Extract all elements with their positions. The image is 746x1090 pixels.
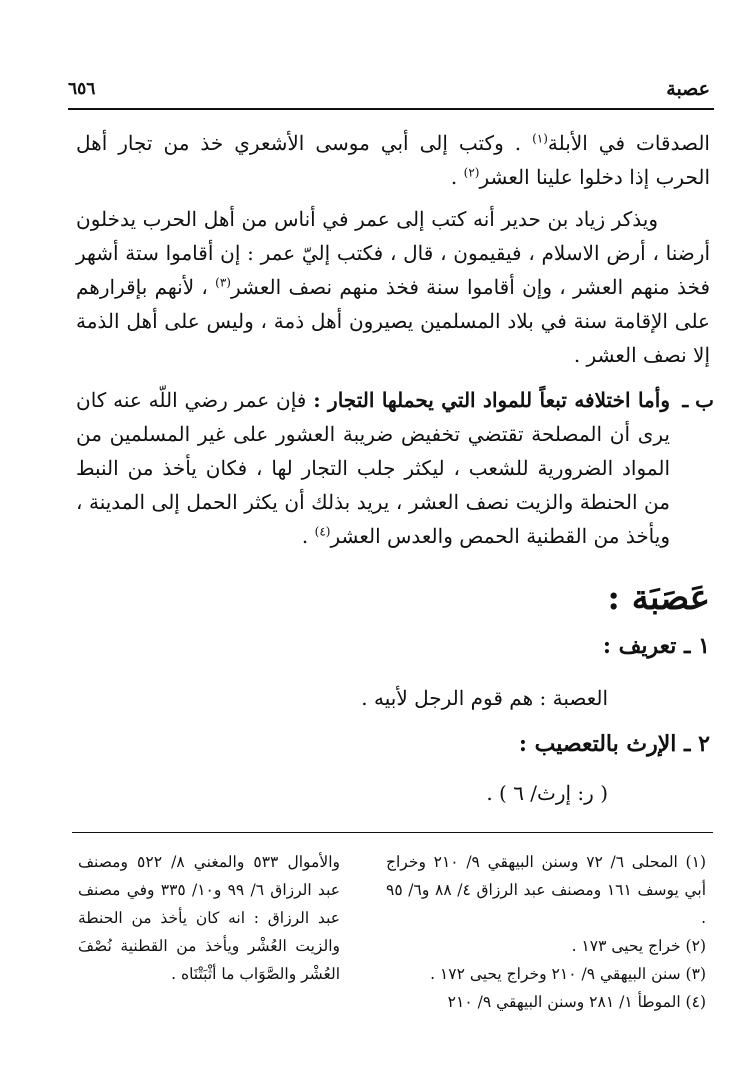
section-heading-definition: ١ ـ تعريف : (602, 633, 710, 659)
footnote-ref-4[interactable]: (٤) (314, 524, 331, 539)
paragraph-3-text-b: . (301, 524, 315, 548)
footnote-3: (٣) سنن البيهقي ٩/ ٢١٠ وخراج يحيى ١٧٢ . (430, 965, 706, 983)
section-heading-inheritance: ٢ ـ الإرث بالتعصيب : (518, 731, 710, 757)
definition-text: العصبة : هم قوم الرجل لأبيه . (361, 686, 608, 710)
footnote-ref-2[interactable]: (٢) (463, 165, 480, 180)
paragraph-3 (76, 383, 714, 553)
paragraph-2 (76, 202, 710, 372)
paragraph-3-lead: وأما اختلافه تبعاً للمواد التي يحملها التجار : (313, 388, 670, 412)
header-divider (68, 108, 714, 110)
paragraph-3-text-a: فإن عمر رضي اللّه عنه كان يرى أن المصلحة تقتضي تخفيض ضريبة العشور على غير المسلمين من المواد الضرورية للشعب ، ليكثر جلب التجار لها ، فكان يأخذ من النبط من الحنطة والزيت نصف العشر ، يريد بذلك أن يكثر الحمل إلى المدينة ، ويأخذ من القطنية الحمص والعدس العشر (76, 388, 670, 548)
page-number: ٦٥٦ (68, 79, 96, 99)
entry-heading: عَصَبَة : (607, 578, 710, 618)
footnote-2: (٢) خراج يحيى ١٧٣ . (571, 937, 706, 955)
footnotes-left-column: والأموال ٥٣٣ والمغني ٨/ ٥٢٢ ومصنف عبد الرزاق ٦/ ٩٩ و١٠/ ٣٣٥ وفي مصنف عبد الرزاق : انه كان يأخذ من الحنطة والزيت العُشْر ويأخذ من القطنية نُصْفَ العُشْر والصَّوَاب ما أثْبَتْنَاه . (78, 853, 340, 983)
paragraph-1-text-c: . (450, 165, 464, 189)
paragraph-2-text-b: ، لأنهم بإقرارهم على الإقامة سنة في بلاد المسلمين يصيرون أهل ذمة ، وليس على أهل الذمة إلا نصف العشر . (76, 275, 710, 367)
paragraph-1-text-a: الصدقات في الأبلة (547, 131, 710, 155)
paragraph-3-body (76, 383, 714, 553)
paragraph-2-text-a: ويذكر زياد بن حدير أنه كتب إلى عمر في أناس من أهل الحرب يدخلون أرضنا ، أرض الاسلام ، فيقيمون ، قال ، فكتب إليّ عمر : إن أقاموا ستة أشهر فخذ منهم العشر ، وإن أقاموا سنة فخذ منهم نصف العشر (76, 207, 711, 299)
paragraph-1 (76, 126, 710, 194)
list-marker: ب ـ (682, 388, 714, 412)
footnote-4: (٤) الموطأ ١/ ٢٨١ وسنن البيهقي ٩/ ٢١٠ (447, 993, 706, 1011)
footnote-ref-1[interactable]: (١) (532, 131, 548, 146)
paragraph-1-text-b: . وكتب إلى أبي موسى الأشعري خذ من تجار أهل الحرب إذا دخلوا علينا العشر (76, 131, 710, 189)
cross-reference[interactable]: ( ر: إرث/ ٦ ) . (486, 781, 608, 805)
footnotes-right-column (386, 848, 706, 1016)
footnote-ref-3[interactable]: (٣) (215, 275, 231, 290)
footnote-divider (72, 832, 713, 833)
footnote-1: (١) المحلى ٦/ ٧٢ وسنن البيهقي ٩/ ٢١٠ وخراج أبي يوسف ١٦١ ومصنف عبد الرزاق ٤/ ٨٨ و٦/ ٩٥ . (386, 853, 707, 927)
running-header-title: عصبة (666, 78, 710, 100)
